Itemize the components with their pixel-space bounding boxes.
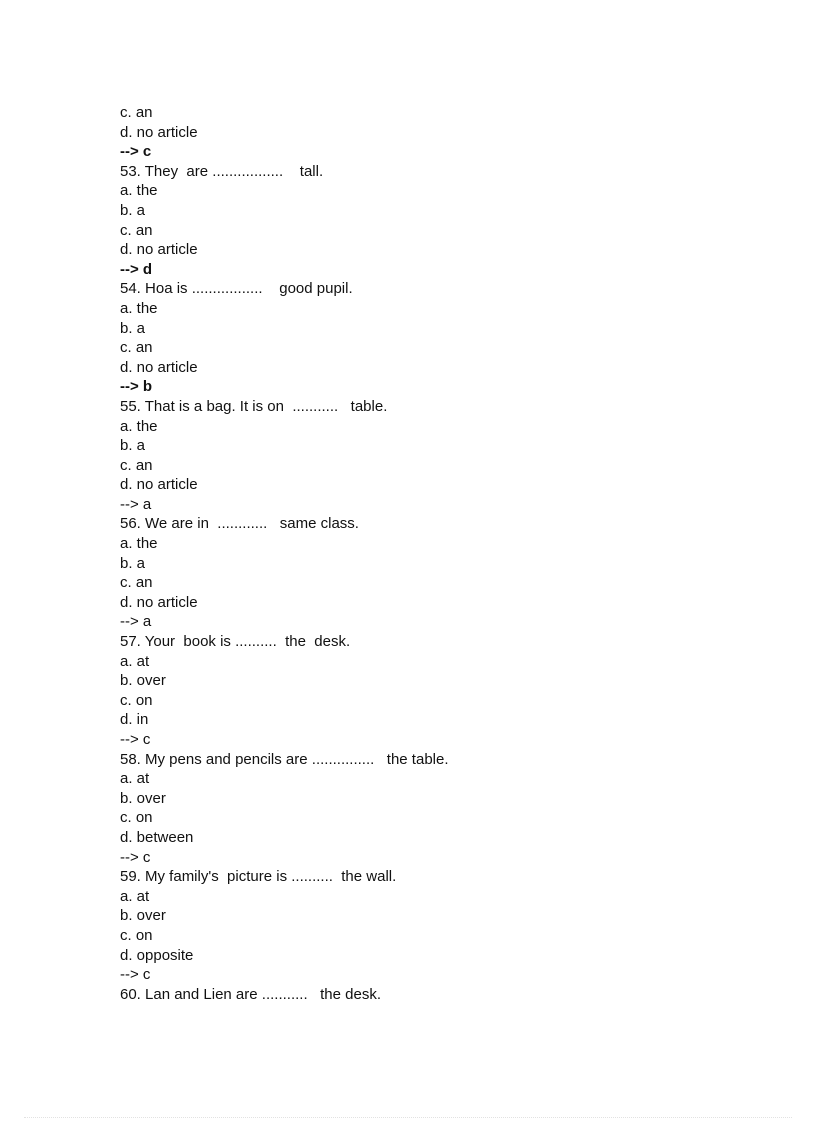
option-line: a. at (120, 770, 150, 788)
answer-line: --> d (120, 260, 153, 278)
option-line: b. a (120, 201, 146, 219)
option-line: c. an (120, 339, 153, 357)
question-58: 58. My pens and pencils are ............... the table. (120, 750, 449, 768)
question-55: 55. That is a bag. It is on ........... table. (120, 397, 388, 415)
option-line: a. at (120, 652, 150, 670)
question-59: 59. My family's picture is .......... the wall. (120, 868, 397, 886)
option-line: d. in (120, 711, 149, 729)
option-line: c. on (120, 926, 153, 944)
answer-line: --> c (120, 966, 151, 984)
option-line: b. a (120, 319, 146, 337)
option-line: b. a (120, 554, 146, 572)
option-line: d. no article (120, 593, 198, 611)
answer-line: --> a (120, 495, 152, 513)
answer-line: --> c (120, 848, 151, 866)
quiz-text-block (120, 103, 740, 1004)
option-line: a. the (120, 417, 158, 435)
question-56: 56. We are in ............ same class. (120, 515, 359, 533)
question-53: 53. They are ................. tall. (120, 162, 324, 180)
answer-line: --> b (120, 378, 153, 396)
option-line: b. over (120, 789, 166, 807)
option-line: b. over (120, 907, 166, 925)
question-54: 54. Hoa is ................. good pupil. (120, 280, 353, 298)
option-line: b. over (120, 672, 166, 690)
option-line: d. no article (120, 476, 198, 494)
option-line: c. an (120, 221, 153, 239)
option-line: d. between (120, 828, 194, 846)
option-line: b. a (120, 437, 146, 455)
answer-line: --> c (120, 143, 152, 161)
answer-line: --> a (120, 613, 152, 631)
option-line: a. the (120, 182, 158, 200)
option-line: d. no article (120, 123, 198, 141)
option-line: c. an (120, 456, 153, 474)
option-line: c. on (120, 691, 153, 709)
option-line: c. an (120, 574, 153, 592)
page-bottom-divider (24, 1117, 792, 1118)
option-line: a. the (120, 535, 158, 553)
answer-line: --> c (120, 731, 151, 748)
question-60: 60. Lan and Lien are ........... the desk. (120, 985, 381, 1003)
question-57: 57. Your book is .......... the desk. (120, 633, 351, 651)
option-line: c. on (120, 809, 153, 827)
option-line: d. no article (120, 241, 198, 259)
option-line: a. the (120, 299, 158, 317)
option-line: c. an (120, 104, 153, 121)
option-line: d. opposite (120, 946, 194, 964)
option-line: a. at (120, 887, 150, 905)
option-line: d. no article (120, 358, 198, 376)
